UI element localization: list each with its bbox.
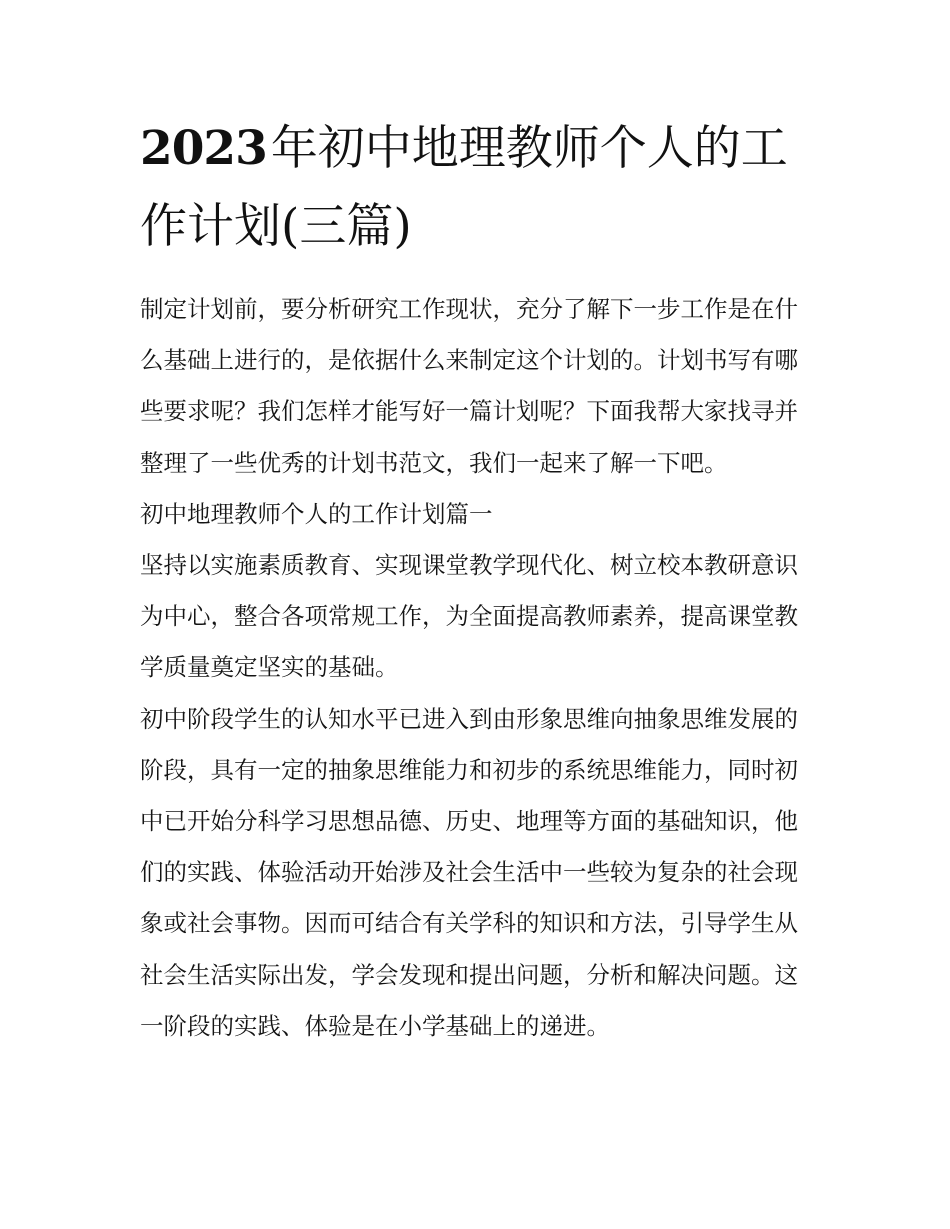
document-content [140, 110, 812, 1052]
title-year: 2023 [140, 121, 267, 176]
document-body [140, 284, 812, 1052]
title-text: 年初中地理教师个人的工作计划(三篇) [140, 121, 788, 254]
body-paragraph: 坚持以实施素质教育、实现课堂教学现代化、树立校本教研意识为中心，整合各项常规工作，为全面提高教师素养，提高课堂教学质量奠定坚实的基础。 [140, 551, 798, 682]
section-heading: 初中地理教师个人的工作计划篇一 [140, 499, 493, 528]
intro-paragraph: 制定计划前，要分析研究工作现状，充分了解下一步工作是在什么基础上进行的，是依据什么来制定这个计划的。计划书写有哪些要求呢？我们怎样才能写好一篇计划呢？下面我帮大家找寻并整理了一些优秀的计划书范文，我们一起来了解一下吧。 [140, 295, 798, 477]
document-title [140, 110, 812, 266]
body-paragraph: 初中阶段学生的认知水平已进入到由形象思维向抽象思维发展的阶段，具有一定的抽象思维能力和初步的系统思维能力，同时初中已开始分科学习思想品德、历史、地理等方面的基础知识，他们的实践、体验活动开始涉及社会生活中一些较为复杂的社会现象或社会事物。因而可结合有关学科的知识和方法，引导学生从社会生活实际出发，学会发现和提出问题，分析和解决问题。这一阶段的实践、体验是在小学基础上的递进。 [140, 704, 798, 1040]
